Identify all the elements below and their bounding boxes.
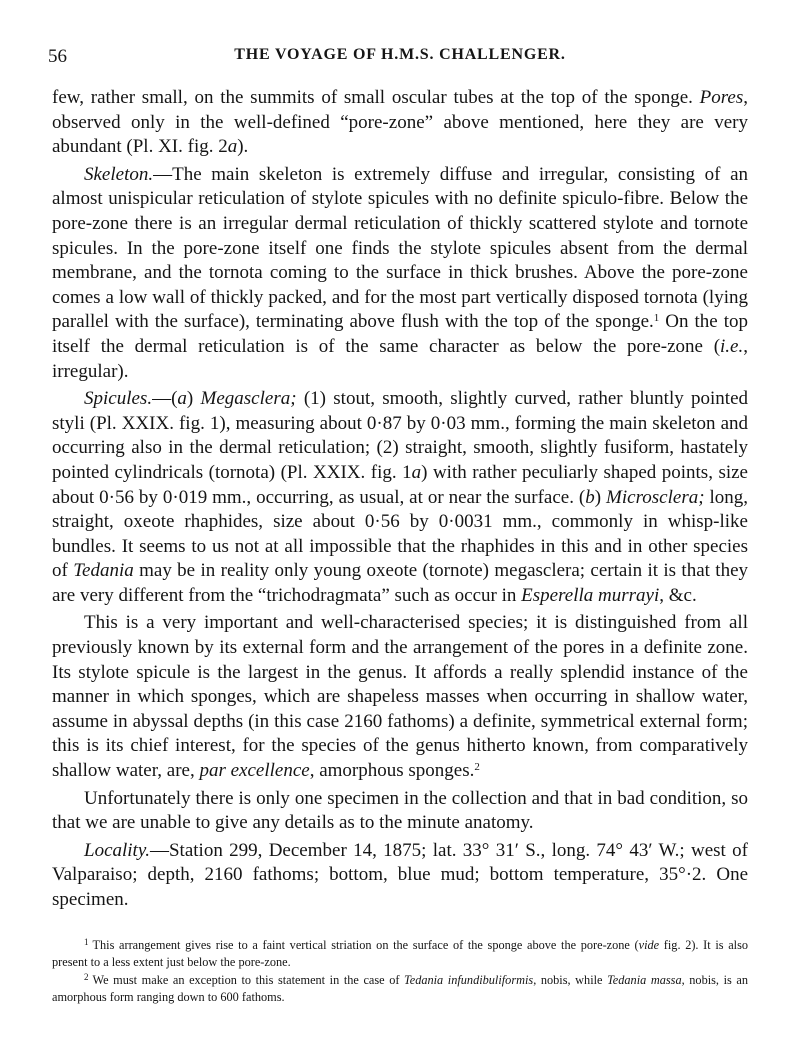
pores-term: Pores xyxy=(699,87,744,108)
list-letter: a xyxy=(177,388,187,410)
section-heading-skeleton: Skeleton. xyxy=(84,163,154,185)
text-run: We must make an exception to this statement in the case of xyxy=(92,973,405,987)
footnote-2 xyxy=(52,972,748,1006)
section-heading-locality: Locality. xyxy=(84,839,150,861)
footnote-ref: 1 xyxy=(653,312,660,325)
species-name: Tedania massa xyxy=(607,973,682,987)
text-run: , observed only in the well-defined “pore-zone” above mentioned, here they are very abundant (Pl. XI. fig. 2 xyxy=(52,87,748,158)
text-run: , nobis, is an amorphous form ranging down to 600 fathoms. xyxy=(52,973,748,1004)
species-name: Esperella murrayi xyxy=(521,584,660,606)
footnote-mark: 1 xyxy=(84,937,89,947)
paragraph-discussion xyxy=(52,611,748,783)
text-run: fig. 2). It is also present to a less extent just below the pore-zone. xyxy=(52,938,749,969)
text-run: long, straight, oxeote rhaphides, size about 0·56 by 0·0031 mm., commonly in whisp-like bundles. It seems to us not at all impossible that the rhaphides in this and in other species of xyxy=(52,486,749,582)
text-run: This arrangement gives rise to a faint vertical striation on the surface of the sponge above the pore-zone ( xyxy=(92,938,639,952)
text-run: —Station 299, December 14, 1875; lat. 33° 31′ S., long. 74° 43′ W.; west of Valparaiso; depth, 2160 fathoms; bottom, blue mud; bottom temperature, 35°·2. One specimen. xyxy=(52,839,748,910)
list-letter: b xyxy=(585,486,595,508)
phrase-par-excellence: par excellence xyxy=(199,760,310,782)
text-run: , irregular). xyxy=(52,335,748,382)
body-text xyxy=(52,86,748,916)
text-run: ) with rather peculiarly shaped points, size about 0·56 by 0·019 mm., occurring, as usual, at or near the surface. ( xyxy=(52,461,748,508)
term-microsclera: Microsclera; xyxy=(606,486,705,508)
text-run: may be in reality only young oxeote (tornote) megasclera; certain it is that they are very different from the “trichodragmata” such as occur in xyxy=(52,560,749,606)
latin-term: vide xyxy=(638,938,660,952)
paragraph-specimen: Unfortunately there is only one specimen in the collection and that in bad condition, so that we are unable to give any details as to the minute anatomy. xyxy=(52,787,748,834)
text-run: (1) stout, smooth, slightly curved, rather bluntly pointed styli (Pl. XXIX. fig. 1), measuring about 0·87 by 0·03 mm., forming the main skeleton and occurring also in the dermal reticulation; (2) straight, smooth, slightly fusiform, hastately pointed cylindricals (tornota) (Pl. XXIX. fig. 1 xyxy=(52,388,749,483)
footnotes xyxy=(52,937,748,1007)
paragraph-skeleton xyxy=(52,163,748,384)
text-run: , amorphous sponges. xyxy=(309,760,475,782)
text-run: ) xyxy=(594,486,607,508)
text-run: ). xyxy=(237,136,249,158)
text-run: , nobis, while xyxy=(533,973,608,987)
text-run: , &c. xyxy=(659,584,697,606)
footnote-mark: 2 xyxy=(84,972,89,982)
species-name: Tedania infundibuliformis xyxy=(404,973,534,987)
text-run: On the top itself the dermal reticulation is of the same character as below the pore-zone ( xyxy=(52,311,749,357)
term-megasclera: Megasclera; xyxy=(200,388,297,410)
footnote-ref: 2 xyxy=(474,761,480,774)
genus-name: Tedania xyxy=(73,560,134,582)
abbreviation: i.e. xyxy=(720,335,744,357)
text-run: This is a very important and well-characterised species; it is distinguished from all previously known by its external form and the arrangement of the pores in a definite zone. Its stylote spicule is the largest in the genus. It affords a really splendid instance of the manner in which sponges, which are shapeless masses when occurring in shallow water, assume in abyssal depths (in this case 2160 fathoms) a definite, symmetrical external form; this is its chief interest, for the species of the genus hitherto known, from comparatively shallow water, are, xyxy=(52,612,748,782)
paragraph-spicules xyxy=(52,387,748,608)
text-run: ) xyxy=(186,388,201,410)
paragraph-locality xyxy=(52,839,748,913)
text-run: —( xyxy=(152,388,178,410)
text-run: —The main skeleton is extremely diffuse and irregular, consisting of an almost unispicular reticulation of stylote spicules with no definite spiculo-fibre. Below the pore-zone there is an irregular dermal reticulation of thickly scattered stylote and tornote spicules. In the pore-zone itself one finds the stylote spicules absent from the dermal membrane, and the tornota coming to the surface in thick brushes. Above the pore-zone comes a low wall of thickly packed, and for the most part vertically disposed tornota (lying parallel with the surface), terminating above flush with the top of the sponge. xyxy=(52,163,748,333)
footnote-1 xyxy=(52,937,748,971)
running-title: THE VOYAGE OF H.M.S. CHALLENGER. xyxy=(234,46,566,63)
text-run: few, rather small, on the summits of small oscular tubes at the top of the sponge. xyxy=(52,87,700,108)
page-header xyxy=(48,46,752,72)
paragraph-oscules-pores xyxy=(52,86,748,160)
section-heading-spicules: Spicules. xyxy=(84,388,153,410)
figure-letter: a xyxy=(227,136,238,158)
figure-letter: a xyxy=(411,461,422,483)
page-number: 56 xyxy=(48,46,67,67)
